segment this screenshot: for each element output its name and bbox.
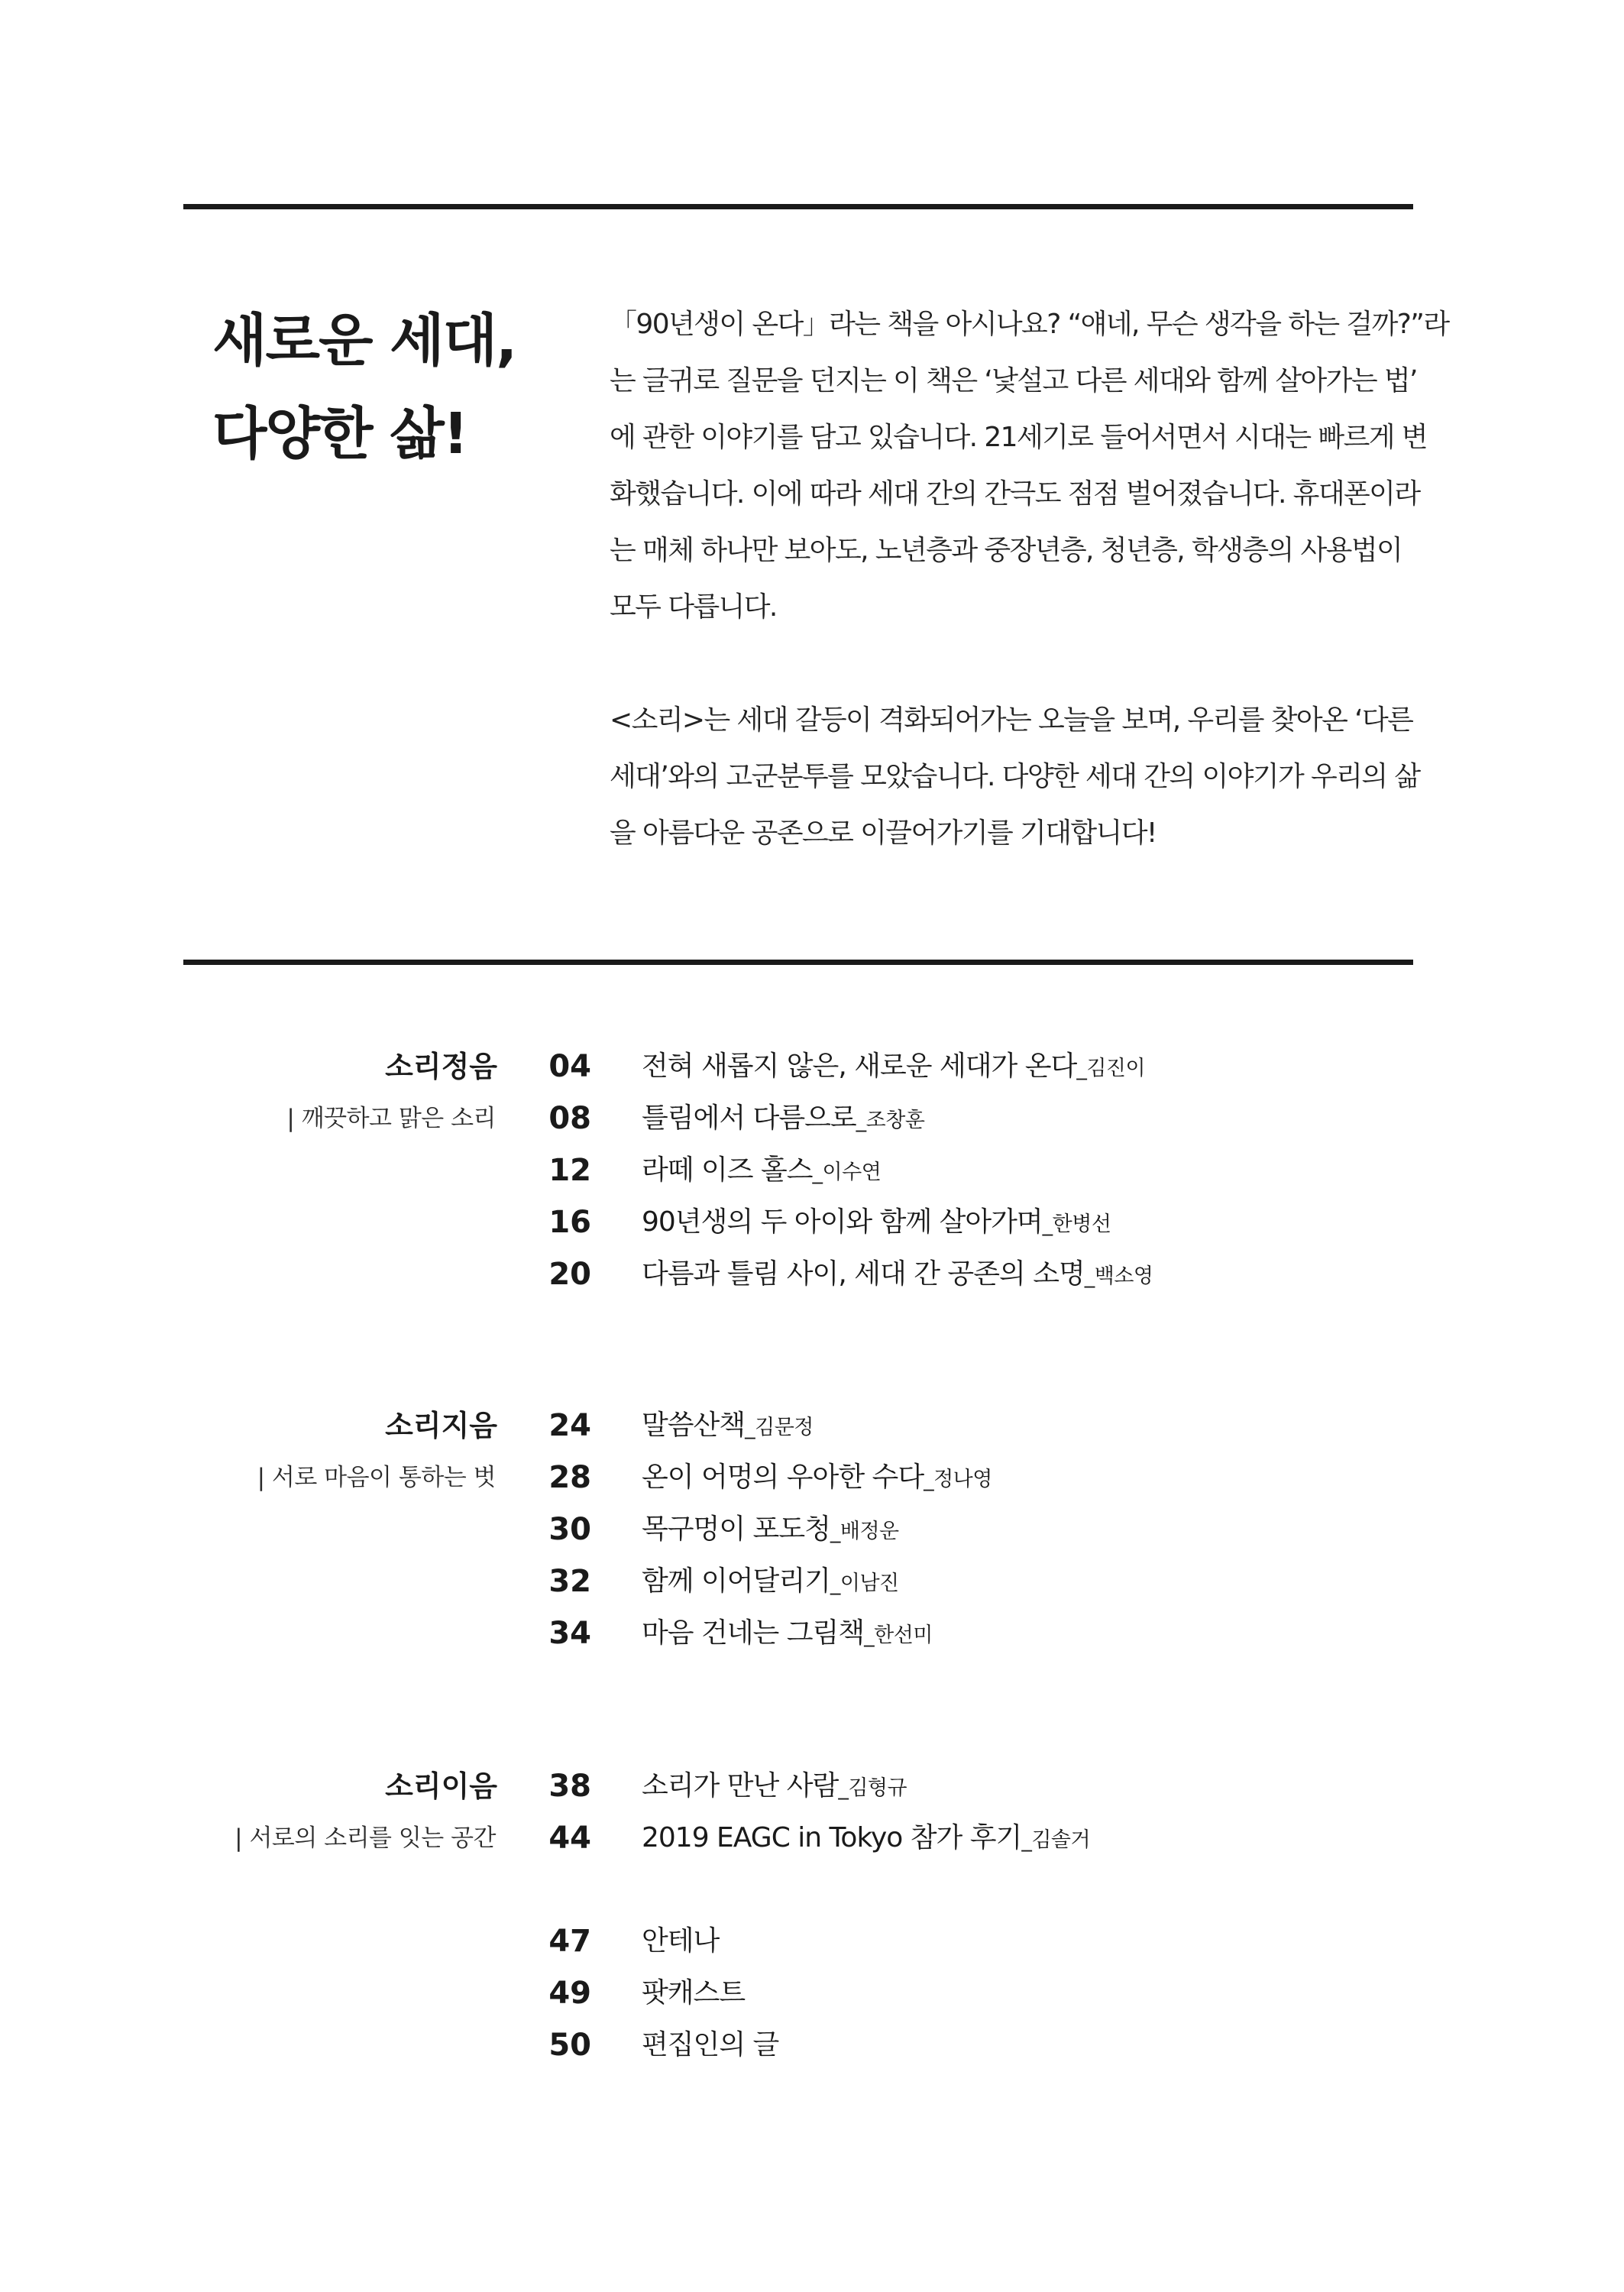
page-number: 38 [548, 1769, 591, 1804]
intro-paragraph [610, 296, 1449, 636]
middle-divider [183, 960, 1413, 965]
entry-author: _백소영 [1084, 1264, 1153, 1288]
entry-title: 함께 이어달리기 [642, 1565, 830, 1597]
intro-line: 을 아름다운 공존으로 이끌어가기를 기대합니다! [610, 817, 1157, 849]
toc-entry[interactable] [0, 1504, 1624, 1556]
entry-title: 마음 건네는 그림책 [642, 1617, 865, 1649]
toc-entry[interactable] [0, 1760, 1624, 1812]
entry-text [642, 1760, 907, 1817]
entry-text [642, 1144, 881, 1201]
entry-author: _조창훈 [856, 1109, 925, 1132]
entry-title: 다름과 틀림 사이, 세대 간 공존의 소명 [642, 1258, 1085, 1290]
entry-author: _김형규 [838, 1776, 907, 1800]
toc-entry[interactable] [0, 1248, 1624, 1300]
entry-text [642, 1967, 745, 2024]
section-title: 소리지음 [385, 1409, 497, 1442]
entry-text [642, 1041, 1145, 1097]
intro-title [212, 294, 610, 481]
section-title: 소리정음 [385, 1050, 497, 1083]
intro-line: 모두 다릅니다. [610, 591, 777, 623]
entry-title: 전혀 새롭지 않은, 새로운 세대가 온다 [642, 1050, 1077, 1082]
entry-title: 90년생의 두 아이와 함께 살아가며 [642, 1206, 1043, 1238]
toc-entry[interactable] [0, 2019, 1624, 2071]
entry-author: _김솔거 [1021, 1828, 1091, 1852]
entry-text [642, 1607, 933, 1664]
toc-entry[interactable] [0, 1400, 1624, 1452]
intro-title-line: 새로운 세대, [212, 308, 516, 374]
entry-text [642, 1812, 1090, 1869]
section-subtitle: | 서로의 소리를 잇는 공간 [235, 1824, 496, 1852]
intro-line: 「90년생이 온다」라는 책을 아시나요? “얘네, 무슨 생각을 하는 걸까?”라 [610, 309, 1449, 340]
section-subtitle: | 깨끗하고 맑은 소리 [286, 1105, 496, 1132]
intro-line: <소리>는 세대 갈등이 격화되어가는 오늘을 보며, 우리를 찾아온 ‘다른 [610, 704, 1413, 736]
intro-line: 는 매체 하나만 보아도, 노년층과 중장년층, 청년층, 학생층의 사용법이 [610, 535, 1402, 566]
entry-author: _이남진 [830, 1572, 899, 1595]
page-number: 34 [548, 1616, 591, 1651]
intro-line: 세대’와의 고군분투를 모았습니다. 다양한 세대 간의 이야기가 우리의 삶 [610, 761, 1420, 792]
toc-entry[interactable] [0, 1967, 1624, 2019]
toc-entry[interactable] [0, 1041, 1624, 1093]
page-number: 50 [548, 2028, 591, 2063]
toc-entry[interactable] [0, 1452, 1624, 1504]
entry-title: 라떼 이즈 홀스 [642, 1154, 813, 1186]
entry-text [642, 1400, 814, 1456]
entry-author: _정나영 [924, 1468, 992, 1491]
entry-text [642, 1915, 719, 1972]
entry-author: _김진이 [1076, 1057, 1146, 1080]
intro-paragraph [610, 692, 1427, 862]
page-number: 49 [548, 1976, 591, 2011]
page-number: 16 [548, 1205, 591, 1240]
entry-title: 소리가 만난 사람 [642, 1770, 839, 1802]
entry-title: 온이 어멍의 우아한 수다 [642, 1462, 924, 1493]
page-number: 24 [548, 1408, 591, 1443]
page-number: 32 [548, 1564, 591, 1599]
toc-entry[interactable] [0, 1812, 1624, 1864]
entry-text [642, 1248, 1153, 1305]
entry-author: _한병선 [1042, 1212, 1111, 1236]
section-subtitle: | 서로 마음이 통하는 벗 [257, 1464, 496, 1491]
page-number: 04 [548, 1049, 591, 1084]
entry-title: 틀림에서 다름으로 [642, 1102, 856, 1134]
intro-body [610, 296, 1449, 918]
intro-line: 화했습니다. 이에 따라 세대 간의 간극도 점점 벌어졌습니다. 휴대폰이라 [610, 478, 1420, 510]
intro-title-line: 다양한 삶! [212, 401, 467, 467]
entry-author: _한선미 [864, 1624, 933, 1647]
entry-text [642, 1093, 924, 1149]
entry-title: 말씀산책 [642, 1410, 746, 1441]
entry-text [642, 2019, 778, 2076]
entry-author: _김문정 [745, 1416, 814, 1439]
entry-text [642, 1556, 899, 1612]
entry-text [642, 1452, 992, 1508]
page-number: 47 [548, 1924, 591, 1959]
intro-line: 는 글귀로 질문을 던지는 이 책은 ‘낯설고 다른 세대와 함께 살아가는 법’ [610, 365, 1417, 397]
page-number: 20 [548, 1257, 591, 1292]
toc-entry[interactable] [0, 1915, 1624, 1967]
entry-author: _이수연 [812, 1161, 882, 1184]
entry-title: 팟캐스트 [642, 1977, 746, 2009]
top-divider [183, 204, 1413, 209]
entry-title: 편집인의 글 [642, 2029, 779, 2061]
toc-entry[interactable] [0, 1093, 1624, 1144]
entry-title: 안테나 [642, 1925, 720, 1957]
section-title: 소리이음 [385, 1769, 497, 1803]
entry-title: 목구멍이 포도청 [642, 1513, 830, 1545]
intro-line: 에 관한 이야기를 담고 있습니다. 21세기로 들어서면서 시대는 빠르게 변 [610, 422, 1427, 453]
entry-text [642, 1196, 1111, 1253]
toc-entry[interactable] [0, 1196, 1624, 1248]
page-number: 08 [548, 1101, 591, 1136]
toc-entry[interactable] [0, 1556, 1624, 1607]
entry-title: 2019 EAGC in Tokyo 참가 후기 [642, 1822, 1022, 1853]
toc-entry[interactable] [0, 1144, 1624, 1196]
page-number: 30 [548, 1512, 591, 1547]
entry-text [642, 1504, 899, 1560]
page-number: 12 [548, 1153, 591, 1188]
page-number: 44 [548, 1821, 591, 1856]
page-number: 28 [548, 1460, 591, 1495]
toc-entry[interactable] [0, 1607, 1624, 1659]
entry-author: _배정운 [830, 1520, 899, 1543]
